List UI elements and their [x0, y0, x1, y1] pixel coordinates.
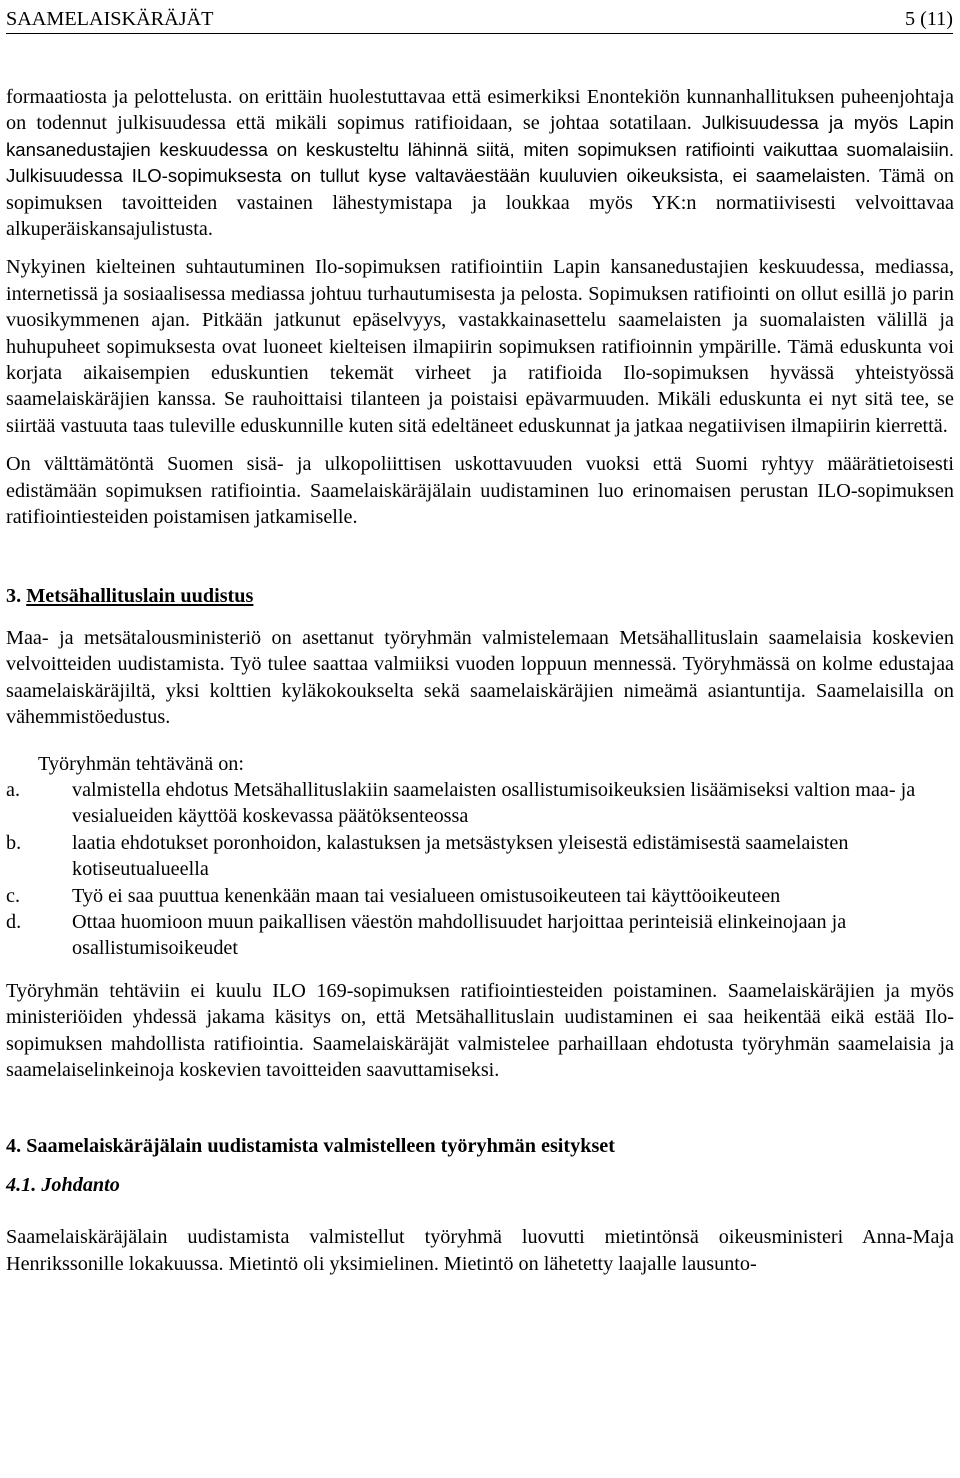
organization-name: SAAMELAISKÄRÄJÄT: [6, 8, 214, 30]
document-body: [6, 84, 954, 1277]
page-header: [6, 3, 953, 34]
list-item: [6, 777, 954, 830]
list-item-text: laatia ehdotukset poronhoidon, kalastuksen ja metsästyksen yleisestä edistämisestä saamelaisten kotiseutualueella: [72, 831, 849, 881]
list-item: [6, 883, 954, 909]
paragraph-ilo-discussion-part-c: Tämä on sopimuksen tavoitteiden vastainen lähestymistapa ja loukkaa myös YK:n normatiivisesti velvoittavaa alkuperäiskansajulistusta.: [6, 165, 954, 241]
paragraph-ilo-discussion-part-b: Julkisuudessa ja myös Lapin kansanedustajien keskuudessa on keskusteltu lähinnä siitä, miten sopimuksen ratifiointi vaikuttaa suomalaisiin. Julkisuudessa ILO-sopimuksesta on tullut kyse valtaväestään kuuluvien oikeuksista, ei saamelaisten.: [6, 112, 955, 187]
list-marker: b.: [6, 831, 22, 854]
list-item-text: Ottaa huomioon muun paikallisen väestön mahdollisuudet harjoittaa perinteisiä elinkeinojaan ja osallistumisoikeudet: [72, 910, 847, 960]
paragraph-negative-attitude: Nykyinen kielteinen suhtautuminen Ilo-sopimuksen ratifiointiin Lapin kansanedustajien keskuudessa, mediassa, internetissä ja sosiaalisessa mediassa johtuu turhautumisesta ja pelosta. Sopimuksen ratifiointi on ollut esillä jo parin vuosikymmenen ajan. Pitkään jatkunut epäselvyys, vastakkainasettelu saamelaisten ja suomalaisten välillä ja huhupuheet sopimuksesta ovat luoneet kielteisen ilmapiirin sopimuksen ratifioinnin ympärille. Tämä eduskunta voi korjata aikaisempien eduskuntien tekemät virheet ja ratifioida Ilo-sopimuksen hyvässä yhteistyössä saamelaiskäräjien kanssa. Se rauhoittaisi tilanteen ja poistaisi epävarmuuden. Mikäli eduskunta ei nyt sitä tee, se siirtää vastuuta taas tuleville eduskunnille kuten sitä edeltäneet eduskunnat ja jatkaa negatiivisen ilmapiirin kierrettä.: [6, 256, 954, 437]
section-3-number: 3.: [6, 584, 22, 607]
list-item: [6, 909, 954, 962]
section-3-title: Metsähallituslain uudistus: [26, 584, 254, 607]
paragraph-ratification-necessity: On välttämätöntä Suomen sisä- ja ulkopoliittisen uskottavuuden vuoksi että Suomi ryhtyy määrätietoisesti edistämään sopimuksen ratifiointia. Saamelaiskäräjälain uudistaminen luo erinomaisen perustan ILO-sopimuksen ratifiointiesteiden poistamisen jatkamiselle.: [6, 453, 954, 529]
list-item-text: Työ ei saa puuttua kenenkään maan tai vesialueen omistusoikeuteen tai käyttöoikeuteen: [72, 884, 781, 907]
page-number: 5 (11): [904, 8, 953, 30]
list-marker: d.: [6, 910, 22, 933]
tasks-intro: Työryhmän tehtävänä on:: [38, 752, 245, 775]
section-3-heading: [6, 583, 954, 609]
list-marker: a.: [6, 778, 21, 801]
paragraph-ilo-discussion: [6, 84, 954, 242]
paragraph-introduction: Saamelaiskäräjälain uudistamista valmistellut työryhmä luovutti mietintönsä oikeusministeri Anna-Maja Henrikssonille lokakuussa. Mietintö oli yksimielinen. Mietintö on lähetetty laajalle lausunto-: [6, 1226, 954, 1275]
tasks-list: [6, 777, 954, 962]
section-4-1-heading: 4.1. Johdanto: [6, 1173, 120, 1196]
paragraph-working-group: Maa- ja metsätalousministeriö on asettanut työryhmän valmistelemaan Metsähallituslain saamelaisia koskevien velvoitteiden uudistamista. Työ tulee saattaa valmiiksi vuoden loppuun mennessä. Työryhmässä on kolme edustajaa saamelaiskäräjiltä, yksi kolttien kyläkokoukselta sekä saamelaiskäräjien nimeämä asiantuntija. Saamelaisilla on vähemmistöedustus.: [6, 626, 954, 729]
list-marker: c.: [6, 884, 21, 907]
section-4-heading: 4. Saamelaiskäräjälain uudistamista valmistelleen työryhmän esitykset: [6, 1135, 615, 1158]
paragraph-working-group-scope: Työryhmän tehtäviin ei kuulu ILO 169-sopimuksen ratifiointiesteiden poistaminen. Saamelaiskäräjien ja myös ministeriöiden yhdessä jakama käsitys on, että Metsähallituslain uudistaminen ei saa heikentää eikä estää Ilo-sopimuksen mahdollista ratifiointia. Saamelaiskäräjät valmistelee parhaillaan ehdotusta työryhmän saamelaisia ja saamelaiselinkeinoja koskevien tavoitteiden saavuttamiseksi.: [6, 979, 954, 1081]
paragraph-ilo-discussion-part-a: formaatiosta ja pelottelusta. on erittäin huolestuttavaa että esimerkiksi Enontekiön kunnanhallituksen puheenjohtaja on todennut julkisuudessa että mikäli sopimus ratifioidaan, se johtaa sotatilaan.: [6, 86, 954, 135]
list-item-text: valmistella ehdotus Metsähallituslakiin saamelaisten osallistumisoikeuksien lisäämiseksi valtion maa- ja vesialueiden käyttöä koskevassa päätöksenteossa: [72, 778, 916, 828]
list-item: [6, 830, 954, 883]
